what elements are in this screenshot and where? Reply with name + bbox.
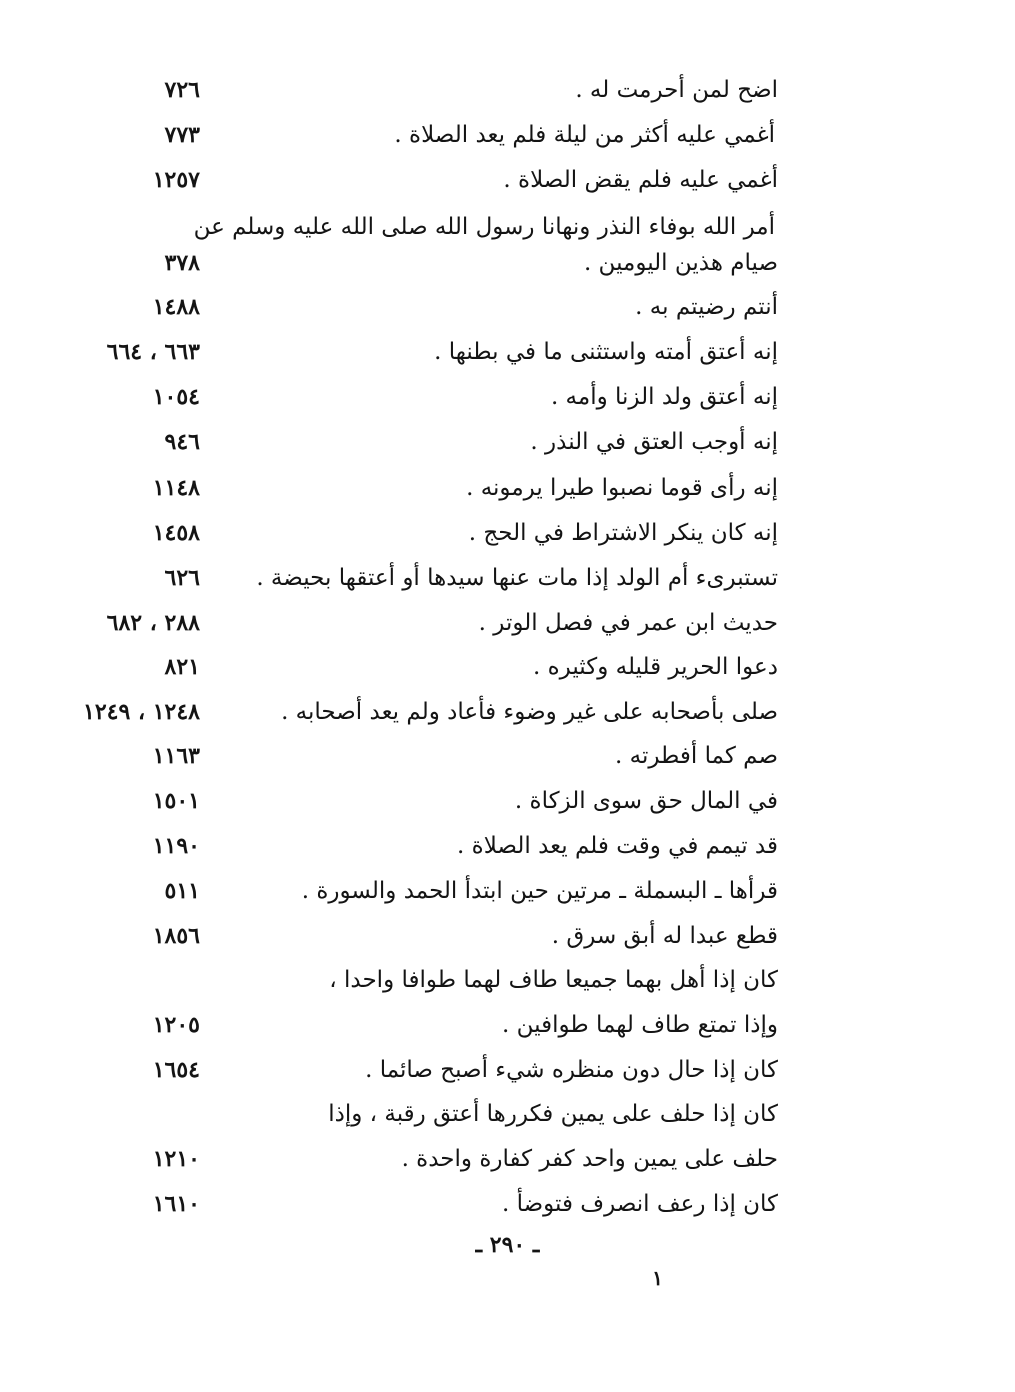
entry-page-ref: ١١٦٣ [152, 743, 200, 769]
entry-text: حلف على يمين واحد كفر كفارة واحدة . [401, 1146, 778, 1172]
entry-page-ref: ٥١١ [164, 878, 200, 904]
entry-text: قد تيمم في وقت فلم يعد الصلاة . [457, 833, 778, 859]
entry-text: صم كما أفطرته . [614, 743, 778, 769]
entry-text: دعوا الحرير قليله وكثيره . [533, 654, 778, 680]
entry-text: كان إذا حال دون منظره شيء أصبح صائما . [365, 1057, 778, 1083]
entry-text: حديث ابن عمر في فصل الوتر . [478, 610, 778, 636]
entry-page-ref: ١٨٥٦ [152, 923, 200, 949]
entry-page-ref: ١٢٥٧ [152, 167, 200, 193]
entry-text: اضح لمن أحرمت له . [575, 77, 778, 103]
entry-text: صلى بأصحابه على غير وضوء فأعاد ولم يعد أصحابه . [281, 699, 778, 725]
entry-text: صيام هذين اليومين . [583, 250, 778, 276]
entry-text: أمر الله بوفاء النذر ونهانا رسول الله صلى الله عليه وسلم عن [193, 214, 775, 240]
entry-page-ref: ٧٧٣ [164, 122, 200, 148]
entry-text: كان إذا حلف على يمين فكررها أعتق رقبة ، وإذا [328, 1101, 778, 1127]
entry-text: في المال حق سوى الزكاة . [514, 788, 778, 814]
entry-page-ref: ١٤٨٨ [152, 294, 200, 320]
entry-page-ref: ١٢١٠ [152, 1146, 200, 1172]
entry-text: قطع عبدا له أبق سرق . [551, 923, 778, 949]
entry-text: قرأها ـ البسملة ـ مرتين حين ابتدأ الحمد والسورة . [301, 878, 778, 904]
entry-text: أغمي عليه فلم يقض الصلاة . [503, 167, 778, 193]
entry-text: تستبرىء أم الولد إذا مات عنها سيدها أو أعتقها بحيضة . [256, 565, 778, 591]
entry-text: أنتم رضيتم به . [635, 294, 778, 320]
entry-page-ref: ٦٢٦ [164, 565, 200, 591]
entry-page-ref: ١٠٥٤ [152, 384, 200, 410]
entry-page-ref: ٧٢٦ [164, 77, 200, 103]
entry-page-ref: ١٦٥٤ [152, 1057, 200, 1083]
entry-text: إنه رأى قوما نصبوا طيرا يرمونه . [466, 475, 778, 501]
entry-text: أغمي عليه أكثر من ليلة فلم يعد الصلاة . [394, 122, 775, 148]
page-number: ـ ٢٩٠ ـ [475, 1232, 540, 1258]
entry-page-ref: ١٦١٠ [152, 1191, 200, 1217]
entry-page-ref: ١٢٠٥ [152, 1012, 200, 1038]
entry-page-ref: ٢٨٨ ، ٦٨٢ [106, 610, 200, 636]
entry-text: كان إذا أهل بهما جميعا طاف لهما طوافا واحدا ، [329, 967, 778, 993]
footer-mark: ١ [652, 1266, 663, 1290]
entry-text: كان إذا رعف انصرف فتوضأ . [502, 1191, 778, 1217]
entry-text: إنه أوجب العتق في النذر . [530, 429, 778, 455]
entry-text: وإذا تمتع طاف لهما طوافين . [502, 1012, 778, 1038]
entry-page-ref [60, 958, 200, 1002]
entry-text: إنه أعتق أمته واستثنى ما في بطنها . [434, 339, 778, 365]
entry-page-ref: ١٢٤٨ ، ١٢٤٩ [83, 699, 200, 725]
entry-page-ref: ١٥٠١ [152, 788, 200, 814]
entry-page-ref: ٣٧٨ [164, 250, 200, 276]
entry-page-ref: ٩٤٦ [164, 429, 200, 455]
entry-page-ref: ٨٢١ [164, 654, 200, 680]
entry-page-ref: ١١٩٠ [152, 833, 200, 859]
entry-text: إنه أعتق ولد الزنا وأمه . [550, 384, 778, 410]
entry-text: إنه كان ينكر الاشتراط في الحج . [468, 520, 778, 546]
entry-page-ref [60, 1092, 200, 1136]
entry-page-ref: ٦٦٣ ، ٦٦٤ [106, 339, 200, 365]
entry-page-ref: ١٤٥٨ [152, 520, 200, 546]
entry-page-ref: ١١٤٨ [152, 475, 200, 501]
